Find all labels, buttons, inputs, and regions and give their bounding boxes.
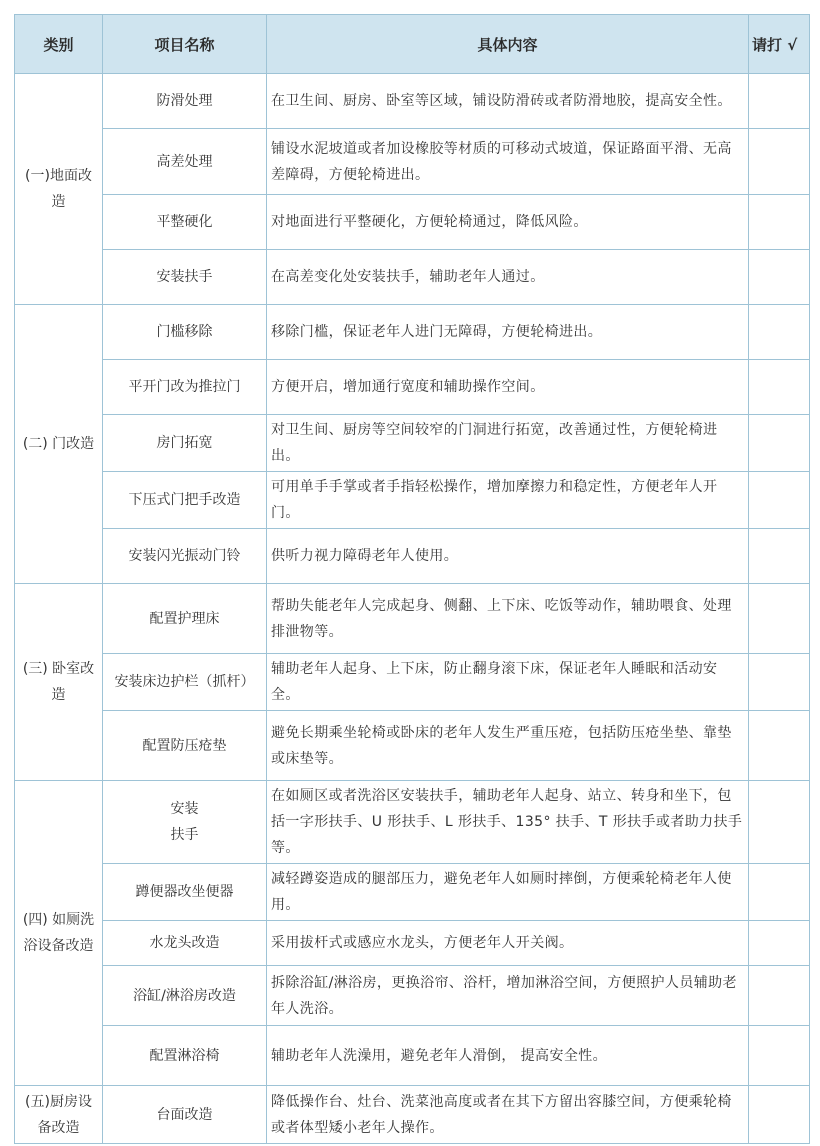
item-name-cell: 蹲便器改坐便器 <box>103 864 267 921</box>
check-cell[interactable] <box>749 129 810 195</box>
content-cell: 帮助失能老年人完成起身、侧翻、上下床、吃饭等动作，辅助喂食、处理排泄物等。 <box>267 584 749 654</box>
content-cell: 辅助老年人起身、上下床，防止翻身滚下床，保证老年人睡眠和活动安全。 <box>267 654 749 711</box>
item-name-cell: 台面改造 <box>103 1086 267 1144</box>
check-cell[interactable] <box>749 654 810 711</box>
item-name-text: 安装扶手 <box>170 801 199 843</box>
header-category: 类别 <box>15 15 103 74</box>
check-cell[interactable] <box>749 921 810 966</box>
table-row <box>15 966 810 1026</box>
content-cell: 对地面进行平整硬化，方便轮椅通过，降低风险。 <box>267 195 749 250</box>
table-row <box>15 415 810 472</box>
content-cell: 避免长期乘坐轮椅或卧床的老年人发生严重压疮，包括防压疮坐垫、靠垫或床垫等。 <box>267 711 749 781</box>
table-row <box>15 1086 810 1144</box>
item-name-cell: 防滑处理 <box>103 74 267 129</box>
content-cell: 采用拔杆式或感应水龙头，方便老年人开关阀。 <box>267 921 749 966</box>
table-row <box>15 195 810 250</box>
category-cell: (一)地面改造 <box>15 74 103 305</box>
content-cell: 方便开启，增加通行宽度和辅助操作空间。 <box>267 360 749 415</box>
table-row <box>15 711 810 781</box>
item-name-cell: 房门拓宽 <box>103 415 267 472</box>
table-row <box>15 250 810 305</box>
table-row <box>15 864 810 921</box>
header-content: 具体内容 <box>267 15 749 74</box>
check-cell[interactable] <box>749 529 810 584</box>
table-row <box>15 74 810 129</box>
header-check: 请打 √ <box>749 15 810 74</box>
check-cell[interactable] <box>749 781 810 864</box>
item-name-cell: 配置防压疮垫 <box>103 711 267 781</box>
check-cell[interactable] <box>749 74 810 129</box>
check-cell[interactable] <box>749 1026 810 1086</box>
check-cell[interactable] <box>749 415 810 472</box>
check-cell[interactable] <box>749 305 810 360</box>
item-name-cell: 高差处理 <box>103 129 267 195</box>
item-name-cell: 平开门改为推拉门 <box>103 360 267 415</box>
item-name-cell: 平整硬化 <box>103 195 267 250</box>
table-row <box>15 1026 810 1086</box>
content-cell: 可用单手手掌或者手指轻松操作，增加摩擦力和稳定性，方便老年人开门。 <box>267 472 749 529</box>
content-cell: 降低操作台、灶台、洗菜池高度或者在其下方留出容膝空间，方便乘轮椅或者体型矮小老年人操作。 <box>267 1086 749 1144</box>
table-row <box>15 584 810 654</box>
renovation-table <box>14 14 810 1144</box>
check-cell[interactable] <box>749 360 810 415</box>
check-cell[interactable] <box>749 966 810 1026</box>
content-cell: 在如厕区或者洗浴区安装扶手，辅助老年人起身、站立、转身和坐下，包括一字形扶手、U 形扶手、L 形扶手、135° 扶手、T 形扶手或者助力扶手等。 <box>267 781 749 864</box>
item-name-cell <box>103 781 267 864</box>
check-cell[interactable] <box>749 864 810 921</box>
check-cell[interactable] <box>749 195 810 250</box>
content-cell: 在卫生间、厨房、卧室等区域，铺设防滑砖或者防滑地胶，提高安全性。 <box>267 74 749 129</box>
header-row <box>15 15 810 74</box>
content-cell: 供听力视力障碍老年人使用。 <box>267 529 749 584</box>
item-name-cell: 安装扶手 <box>103 250 267 305</box>
table-row <box>15 472 810 529</box>
content-cell: 辅助老年人洗澡用，避免老年人滑倒， 提高安全性。 <box>267 1026 749 1086</box>
item-name-cell: 配置护理床 <box>103 584 267 654</box>
category-cell: (三) 卧室改造 <box>15 584 103 781</box>
content-cell: 铺设水泥坡道或者加设橡胶等材质的可移动式坡道，保证路面平滑、无高差障碍，方便轮椅进出。 <box>267 129 749 195</box>
item-name-cell: 水龙头改造 <box>103 921 267 966</box>
table-row <box>15 360 810 415</box>
content-cell: 移除门槛，保证老年人进门无障碍，方便轮椅进出。 <box>267 305 749 360</box>
item-name-cell: 下压式门把手改造 <box>103 472 267 529</box>
check-cell[interactable] <box>749 711 810 781</box>
table-row <box>15 654 810 711</box>
content-cell: 拆除浴缸/淋浴房，更换浴帘、浴杆，增加淋浴空间，方便照护人员辅助老年人洗浴。 <box>267 966 749 1026</box>
item-name-cell: 配置淋浴椅 <box>103 1026 267 1086</box>
check-cell[interactable] <box>749 472 810 529</box>
table-row <box>15 129 810 195</box>
table-row <box>15 921 810 966</box>
content-cell: 减轻蹲姿造成的腿部压力，避免老年人如厕时摔倒，方便乘轮椅老年人使用。 <box>267 864 749 921</box>
check-cell[interactable] <box>749 1086 810 1144</box>
item-name-cell: 浴缸/淋浴房改造 <box>103 966 267 1026</box>
category-cell: (五)厨房设备改造 <box>15 1086 103 1144</box>
table-row <box>15 529 810 584</box>
header-item: 项目名称 <box>103 15 267 74</box>
check-cell[interactable] <box>749 584 810 654</box>
item-name-cell: 门槛移除 <box>103 305 267 360</box>
item-name-cell: 安装床边护栏（抓杆） <box>103 654 267 711</box>
content-cell: 在高差变化处安装扶手，辅助老年人通过。 <box>267 250 749 305</box>
check-cell[interactable] <box>749 250 810 305</box>
category-cell: (四) 如厕洗浴设备改造 <box>15 781 103 1086</box>
item-name-cell: 安装闪光振动门铃 <box>103 529 267 584</box>
table-row <box>15 781 810 864</box>
content-cell: 对卫生间、厨房等空间较窄的门洞进行拓宽，改善通过性，方便轮椅进出。 <box>267 415 749 472</box>
category-cell: (二) 门改造 <box>15 305 103 584</box>
table-row <box>15 305 810 360</box>
